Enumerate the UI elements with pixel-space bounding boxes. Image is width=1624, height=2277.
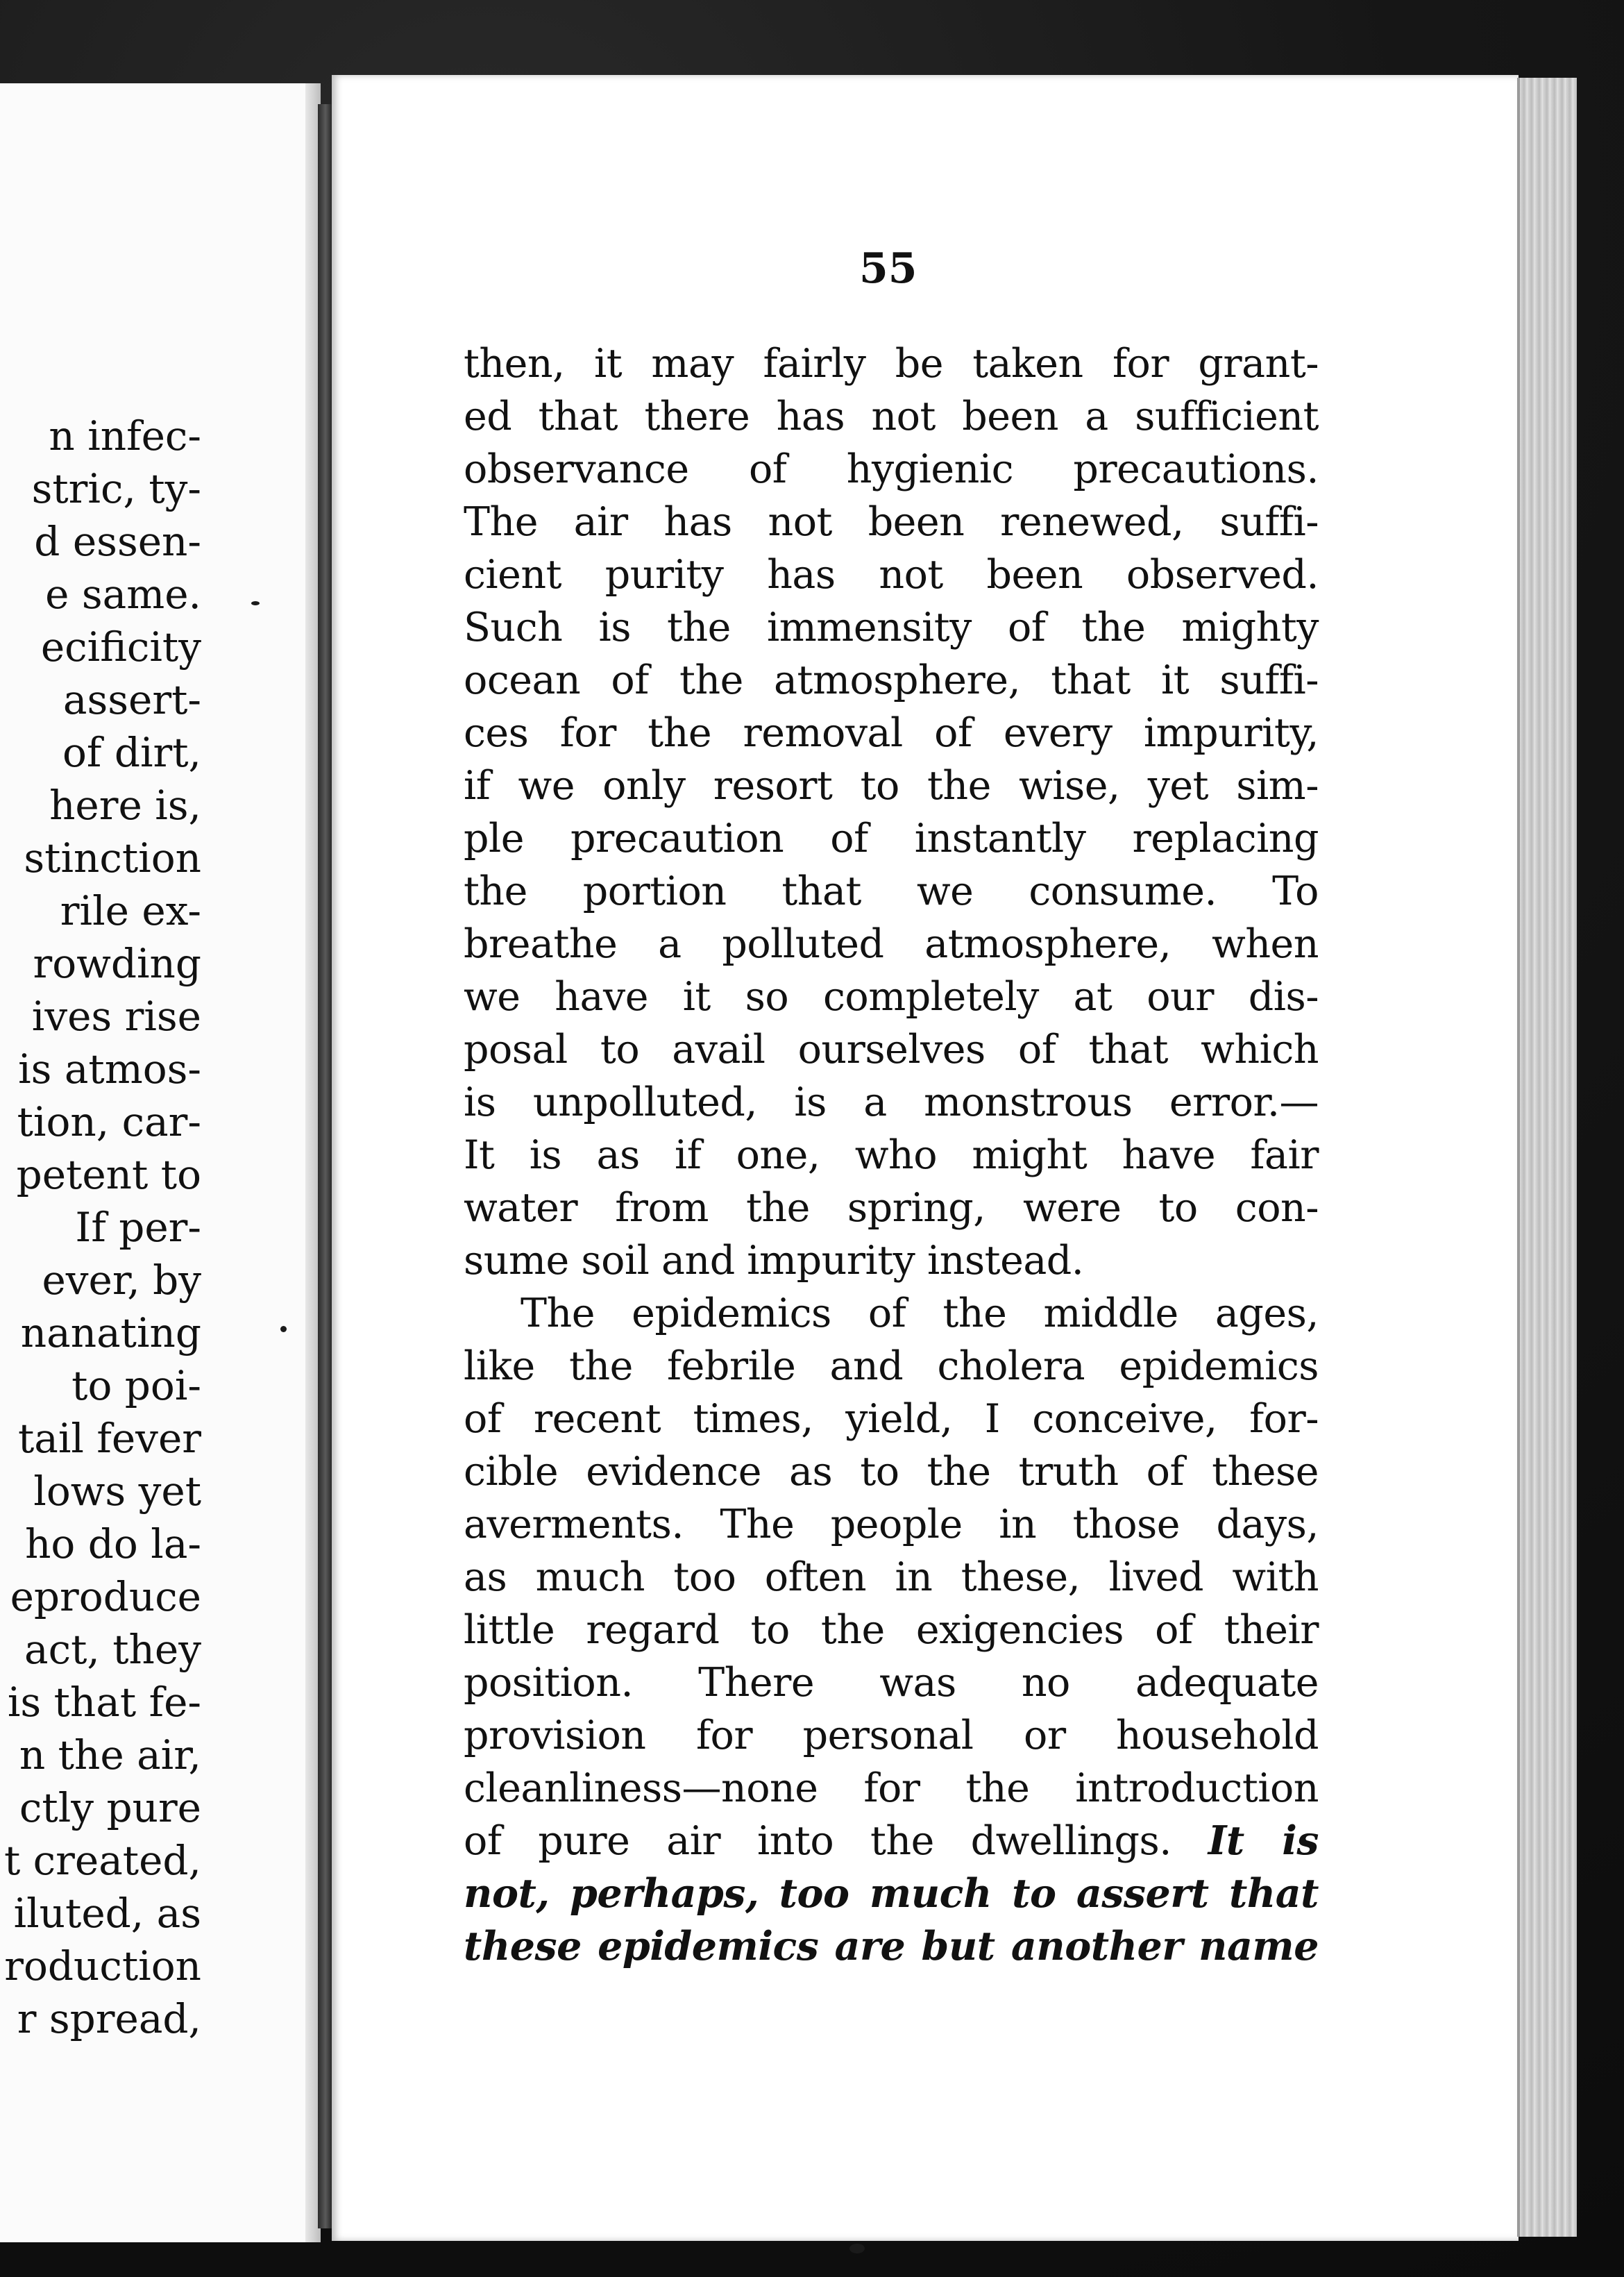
left-page-line: ctly pure [19,1784,201,1831]
left-page-line: r spread, [17,1995,201,2042]
left-page-line: t created, [3,1837,201,1884]
text-line: position. There was no adequate [464,1660,1319,1706]
page-edges [1517,78,1577,2237]
dust-speck [849,2244,865,2253]
text-line: cient purity has not been observed. [464,552,1319,598]
dust-speck [251,601,260,605]
left-page-line: act, they [24,1626,201,1673]
left-page-line: stric, ty- [31,465,201,512]
text-line: The air has not been renewed, suffi- [464,499,1319,545]
left-page-line: is atmos- [18,1045,201,1093]
left-page-line: e same. [45,571,201,618]
text-line: the portion that we consume. To [464,868,1319,914]
text-line: ces for the removal of every impurity, [464,710,1319,756]
text-line: little regard to the exigencies of their [464,1607,1319,1653]
left-page-line: stinction [24,834,201,882]
italic-text-run: It is [1208,1817,1319,1864]
text-line: as much too often in these, lived with [464,1554,1319,1600]
dust-speck [280,1326,287,1332]
text-line: cible evidence as to the truth of these [464,1449,1319,1495]
text-line: we have it so completely at our dis- [464,974,1319,1020]
text-line: Such is the immensity of the mighty [464,605,1319,650]
text-line: ple precaution of instantly replacing [464,816,1319,862]
left-page [0,83,321,2242]
text-line: ed that there has not been a sufficient [464,394,1319,439]
text-line: water from the spring, were to con- [464,1185,1319,1231]
text-line: is unpolluted, is a monstrous error.— [464,1079,1319,1125]
left-page-line: n infec- [49,412,201,460]
left-page-line: ever, by [42,1257,201,1304]
left-page-line: lows yet [33,1468,201,1515]
text-line [464,1815,1319,1867]
body-text [464,337,1319,1973]
text-line: provision for personal or household [464,1713,1319,1758]
italic-text-line: not, perhaps, too much to assert that [464,1870,1319,1917]
left-page-line: d essen- [34,518,201,565]
text-line: ocean of the atmosphere, that it suffi- [464,657,1319,703]
left-page-line: of dirt, [62,729,201,776]
left-page-line: roduction [4,1942,201,1990]
text-run: of pure air into the dwellings. [464,1818,1208,1864]
text-line: then, it may fairly be taken for grant- [464,341,1319,387]
text-line: like the febrile and cholera epidemics [464,1343,1319,1389]
text-line: averments. The people in those days, [464,1502,1319,1547]
left-page-text-clip [0,83,203,2242]
left-page-line: rowding [33,940,201,987]
book-spine [318,104,333,2228]
text-line: sume soil and impurity instead. [464,1238,1084,1284]
left-page-line: assert- [62,676,201,723]
text-line: breathe a polluted atmosphere, when [464,921,1319,967]
left-page-line: is that fe- [7,1679,201,1726]
text-line: if we only resort to the wise, yet sim- [464,763,1319,809]
text-line: observance of hygienic precautions. [464,446,1319,492]
left-page-line: tion, car- [17,1098,201,1145]
left-page-line: here is, [49,782,201,829]
left-page-line: ho do la- [25,1520,201,1568]
left-page-line: petent to [16,1151,201,1198]
text-line: of recent times, yield, I conceive, for- [464,1396,1319,1442]
italic-text-line: these epidemics are but another name [464,1923,1319,1969]
text-line: cleanliness—none for the introduction [464,1765,1319,1811]
left-page-line: tail fever [17,1415,201,1462]
left-page-text [0,410,201,2045]
left-page-line: to poi- [71,1362,201,1409]
left-page-line: eproduce [10,1573,201,1620]
left-page-line: nanating [20,1309,201,1356]
text-line: posal to avail ourselves of that which [464,1027,1319,1073]
left-page-line: ecificity [40,623,201,671]
text-line: It is as if one, who might have fair [464,1132,1319,1178]
left-page-line: If per- [75,1204,201,1251]
left-page-line: rile ex- [60,887,201,934]
left-page-line: iluted, as [13,1890,201,1937]
left-page-line: n the air, [19,1731,201,1779]
text-line: The epidemics of the middle ages, [521,1291,1319,1336]
page-number: 55 [859,244,917,293]
left-page-line: ives rise [31,993,201,1040]
